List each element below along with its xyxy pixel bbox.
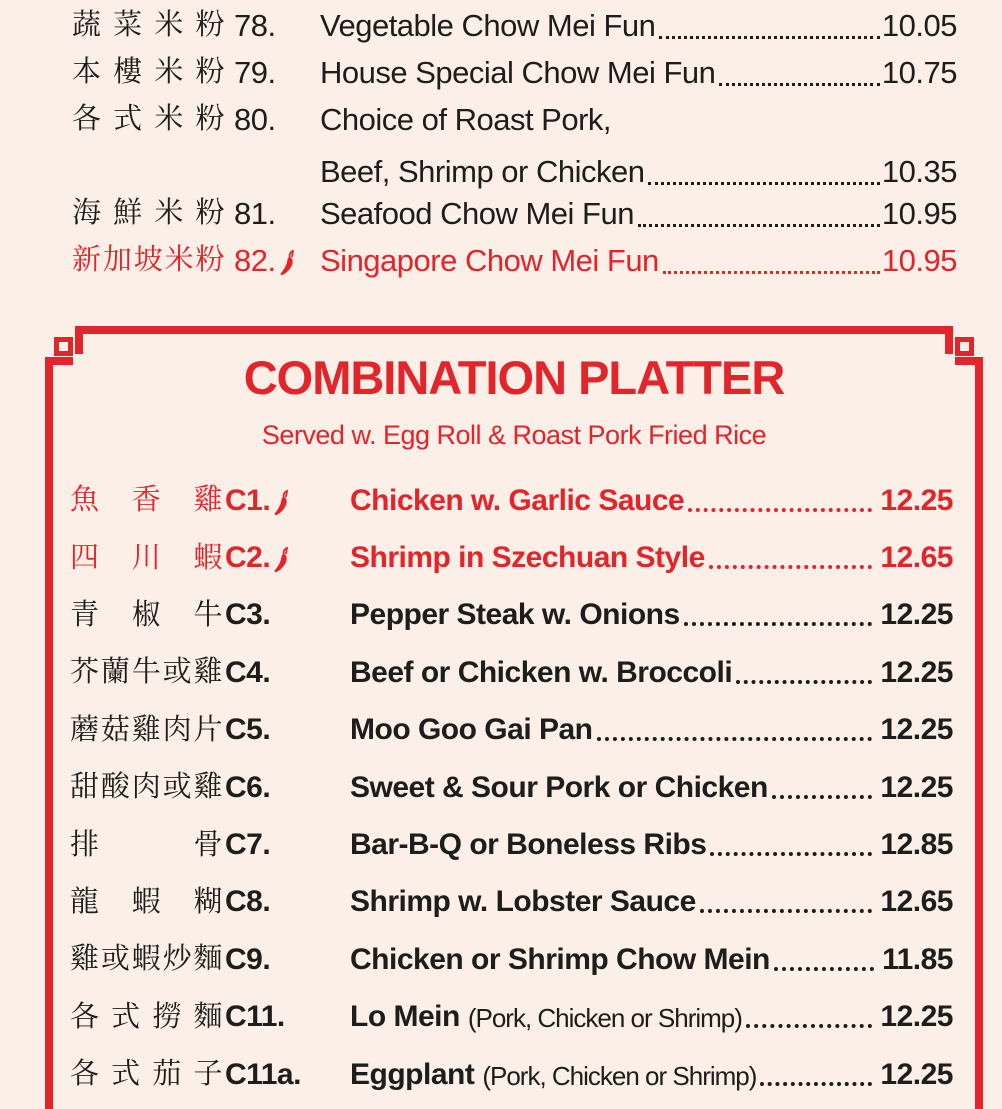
dot-leader xyxy=(688,508,872,512)
chinese-name: 龍 蝦 糊 xyxy=(70,885,222,918)
item-price: 12.25 xyxy=(880,483,953,517)
item-number: 80. xyxy=(234,102,276,137)
item-price: 12.25 xyxy=(880,713,953,747)
item-price: 12.25 xyxy=(880,1057,953,1091)
chinese-name: 蘑 菇 雞 肉 片 xyxy=(70,713,222,746)
item-number: C6. xyxy=(225,770,271,804)
menu-item-79 xyxy=(72,49,957,96)
item-price: 10.75 xyxy=(881,54,957,90)
dot-leader xyxy=(663,271,880,274)
item-name: Vegetable Chow Mei Fun xyxy=(320,7,656,43)
menu-item-c7 xyxy=(70,816,953,873)
item-note: (Pork, Chicken or Shrimp) xyxy=(467,1003,742,1034)
item-number: 82. xyxy=(234,243,276,278)
item-number: C7. xyxy=(225,828,271,862)
item-number: C3. xyxy=(225,598,271,632)
menu-item-80 xyxy=(72,96,957,190)
dot-leader xyxy=(659,36,880,39)
chinese-name: 芥 蘭 牛 或 雞 xyxy=(70,656,222,689)
chili-pepper-icon xyxy=(273,547,289,573)
item-price: 12.65 xyxy=(880,541,953,575)
chili-pepper-icon xyxy=(273,490,289,516)
chili-pepper-icon xyxy=(279,250,295,276)
menu-item-c11a xyxy=(70,1046,953,1103)
chinese-name: 新 加 坡 米 粉 xyxy=(72,244,224,276)
chinese-name: 蔬 菜 米 粉 xyxy=(72,9,224,41)
item-name: Sweet & Sour Pork or Chicken xyxy=(350,770,768,804)
chinese-name: 各 式 米 粉 xyxy=(72,103,224,135)
item-price: 12.25 xyxy=(880,1000,953,1034)
item-price: 12.25 xyxy=(880,770,953,804)
item-name: Choice of Roast Pork, xyxy=(320,101,612,137)
item-name: Shrimp w. Lobster Sauce xyxy=(350,885,696,919)
dot-leader xyxy=(700,909,873,913)
chow-mei-fun-list xyxy=(0,2,1002,284)
chinese-name: 海 鮮 米 粉 xyxy=(72,197,224,229)
menu-item-82 xyxy=(72,237,957,284)
dot-leader xyxy=(772,795,873,799)
item-number: C2. xyxy=(225,541,271,575)
chinese-name: 甜 酸 肉 或 雞 xyxy=(70,771,222,804)
item-number: C9. xyxy=(225,942,271,976)
chinese-name: 四 川 蝦 xyxy=(70,541,222,574)
combination-platter-list xyxy=(70,472,953,1103)
border-right xyxy=(975,357,983,1109)
dot-leader xyxy=(736,680,872,684)
chinese-name: 各 式 茄 子 xyxy=(70,1058,222,1091)
item-note: (Pork, Chicken or Shrimp) xyxy=(482,1060,757,1091)
combination-platter-section xyxy=(45,326,983,1109)
menu-item-c4 xyxy=(70,644,953,701)
dot-leader xyxy=(597,737,873,741)
menu-item-c2 xyxy=(70,529,953,586)
menu-item-c6 xyxy=(70,759,953,816)
item-name: Beef or Chicken w. Broccoli xyxy=(350,655,733,689)
item-price: 10.95 xyxy=(881,195,957,231)
item-name: Bar-B-Q or Boneless Ribs xyxy=(350,828,707,862)
item-price: 12.65 xyxy=(880,885,953,919)
dot-leader xyxy=(774,967,874,971)
chinese-name: 雞 或 蝦 炒 麵 xyxy=(70,943,222,976)
dot-leader xyxy=(709,565,873,569)
menu-item-78 xyxy=(72,2,957,49)
dot-leader xyxy=(746,1024,873,1028)
menu-item-81 xyxy=(72,190,957,237)
item-name-line2: Beef, Shrimp or Chicken xyxy=(320,154,645,189)
item-number: 79. xyxy=(234,55,276,90)
chinese-name: 青 椒 牛 xyxy=(70,598,222,631)
item-price: 12.25 xyxy=(880,655,953,689)
dot-leader xyxy=(684,622,873,626)
item-name: Chicken w. Garlic Sauce xyxy=(350,483,685,517)
border-corner-ornament xyxy=(75,326,83,354)
item-name: Chicken or Shrimp Chow Mein xyxy=(350,942,770,976)
menu-item-c9 xyxy=(70,931,953,988)
item-number: 81. xyxy=(234,196,276,231)
border-top xyxy=(78,326,950,334)
item-number: C8. xyxy=(225,885,271,919)
dot-leader xyxy=(648,182,879,185)
border-corner-ornament xyxy=(945,326,953,354)
chinese-name: 排 骨 xyxy=(70,828,222,861)
item-price: 10.95 xyxy=(881,242,957,278)
item-number: C11a. xyxy=(225,1057,301,1091)
item-name: Pepper Steak w. Onions xyxy=(350,598,680,632)
item-price: 10.05 xyxy=(881,7,957,43)
border-left xyxy=(45,357,53,1109)
menu-item-c5 xyxy=(70,702,953,759)
item-name: Shrimp in Szechuan Style xyxy=(350,541,705,575)
item-name: Singapore Chow Mei Fun xyxy=(320,242,659,278)
item-name: House Special Chow Mei Fun xyxy=(320,54,716,90)
item-price: 10.35 xyxy=(881,154,957,189)
item-name: Moo Goo Gai Pan xyxy=(350,713,593,747)
item-number: C1. xyxy=(225,483,271,517)
dot-leader xyxy=(710,852,872,856)
chinese-name: 各 式 撈 麵 xyxy=(70,1000,222,1033)
menu-item-c11 xyxy=(70,989,953,1046)
menu-item-c3 xyxy=(70,587,953,644)
menu-item-c1 xyxy=(70,472,953,529)
item-name: Seafood Chow Mei Fun xyxy=(320,195,634,231)
dot-leader xyxy=(638,224,880,227)
chinese-name: 魚 香 雞 xyxy=(70,484,222,517)
item-price: 12.25 xyxy=(880,598,953,632)
menu-item-c8 xyxy=(70,874,953,931)
item-name: Lo Mein xyxy=(350,1000,460,1034)
section-title: COMBINATION PLATTER xyxy=(243,351,785,404)
dot-leader xyxy=(719,83,880,86)
item-number: C5. xyxy=(225,713,271,747)
item-price: 12.85 xyxy=(880,828,953,862)
item-name: Eggplant xyxy=(350,1057,475,1091)
item-number: C11. xyxy=(225,1000,285,1034)
chinese-name: 本 樓 米 粉 xyxy=(72,56,224,88)
section-subtitle: Served w. Egg Roll & Roast Pork Fried Rice xyxy=(261,420,767,450)
dot-leader xyxy=(760,1082,872,1086)
item-number: C4. xyxy=(225,655,271,689)
item-number: 78. xyxy=(234,8,276,43)
item-price: 11.85 xyxy=(882,942,953,976)
